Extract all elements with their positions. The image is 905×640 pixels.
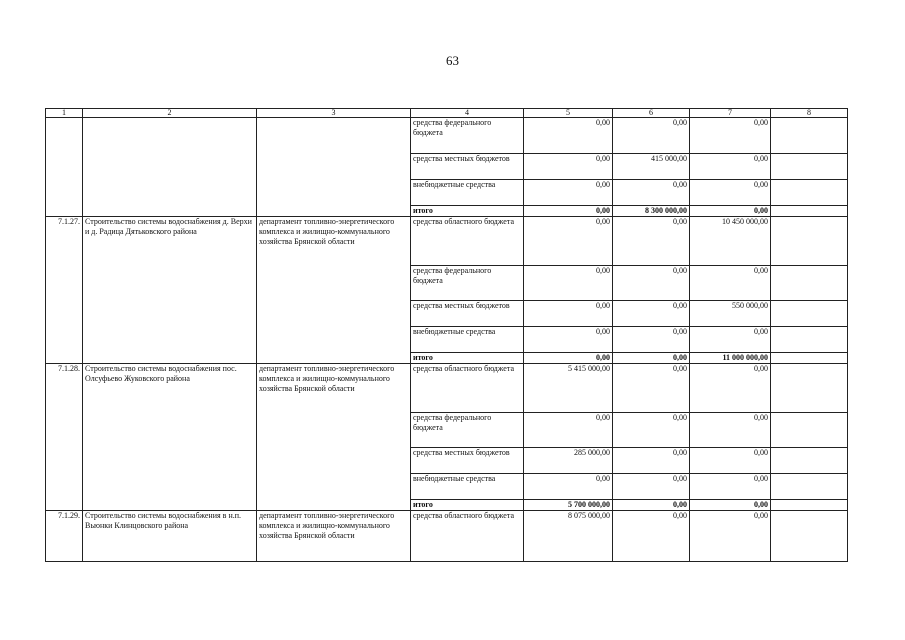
table-row [46, 413, 848, 448]
amount-cell: 0,00 [613, 327, 690, 353]
table-row [46, 217, 848, 266]
amount-cell: 0,00 [690, 206, 771, 217]
amount-cell: 10 450 000,00 [690, 217, 771, 266]
column-number: 5 [524, 109, 613, 118]
funding-source: средства федерального бюджета [411, 266, 524, 301]
amount-cell: 0,00 [690, 413, 771, 448]
amount-cell: 0,00 [690, 154, 771, 180]
amount-cell: 0,00 [613, 217, 690, 266]
amount-cell: 0,00 [524, 180, 613, 206]
funding-source: внебюджетные средства [411, 327, 524, 353]
amount-cell: 0,00 [524, 154, 613, 180]
amount-cell: 5 415 000,00 [524, 364, 613, 413]
page-number: 63 [446, 53, 459, 68]
funding-source: средства областного бюджета [411, 364, 524, 413]
amount-cell: 0,00 [613, 474, 690, 500]
amount-cell: 0,00 [690, 118, 771, 154]
table-row [46, 364, 848, 413]
amount-cell: 0,00 [613, 118, 690, 154]
amount-cell: 0,00 [524, 413, 613, 448]
item-department: департамент топливно-энергетического комплекса и жилищно-коммунального хозяйства Брянской области [257, 364, 411, 413]
total-row [46, 206, 848, 217]
amount-cell: 0,00 [613, 301, 690, 327]
amount-cell: 0,00 [524, 327, 613, 353]
total-row [46, 353, 848, 364]
amount-cell: 0,00 [690, 327, 771, 353]
amount-cell: 0,00 [524, 474, 613, 500]
funding-source: итого [411, 353, 524, 364]
item-name: Строительство системы водоснабжения в н.п. Вьюнки Клинцовского района [83, 511, 257, 562]
amount-cell: 0,00 [690, 448, 771, 474]
funding-source: средства областного бюджета [411, 511, 524, 562]
funding-source: средства федерального бюджета [411, 413, 524, 448]
funding-source: внебюджетные средства [411, 180, 524, 206]
amount-cell: 0,00 [690, 474, 771, 500]
column-number: 7 [690, 109, 771, 118]
amount-cell: 0,00 [613, 511, 690, 562]
column-number: 4 [411, 109, 524, 118]
amount-cell: 0,00 [690, 180, 771, 206]
item-name: Строительство системы водоснабжения пос. Олсуфьево Жуковского района [83, 364, 257, 413]
item-code: 7.1.29. [46, 511, 83, 562]
column-number: 6 [613, 109, 690, 118]
funding-source: средства федерального бюджета [411, 118, 524, 154]
item-name: Строительство системы водоснабжения д. Верхи и д. Радица Дятьковского района [83, 217, 257, 266]
table-row [46, 154, 848, 180]
table-row [46, 118, 848, 154]
funding-source: итого [411, 500, 524, 511]
amount-cell: 5 700 000,00 [524, 500, 613, 511]
amount-cell: 8 075 000,00 [524, 511, 613, 562]
column-number: 1 [46, 109, 83, 118]
amount-cell: 415 000,00 [613, 154, 690, 180]
amount-cell: 0,00 [613, 448, 690, 474]
item-department: департамент топливно-энергетического комплекса и жилищно-коммунального хозяйства Брянской области [257, 217, 411, 266]
amount-cell: 0,00 [690, 364, 771, 413]
total-row [46, 500, 848, 511]
amount-cell: 0,00 [524, 301, 613, 327]
amount-cell: 0,00 [613, 353, 690, 364]
funding-source: средства местных бюджетов [411, 154, 524, 180]
table-row [46, 266, 848, 301]
amount-cell: 0,00 [524, 118, 613, 154]
amount-cell: 0,00 [524, 266, 613, 301]
column-number-row [46, 109, 848, 118]
amount-cell: 0,00 [613, 413, 690, 448]
table-row [46, 180, 848, 206]
item-code: 7.1.28. [46, 364, 83, 413]
funding-source: внебюджетные средства [411, 474, 524, 500]
amount-cell: 285 000,00 [524, 448, 613, 474]
budget-table [45, 108, 848, 562]
amount-cell: 0,00 [524, 206, 613, 217]
column-number: 2 [83, 109, 257, 118]
item-department: департамент топливно-энергетического комплекса и жилищно-коммунального хозяйства Брянской области [257, 511, 411, 562]
item-code: 7.1.27. [46, 217, 83, 266]
column-number: 8 [771, 109, 848, 118]
table-row [46, 474, 848, 500]
funding-source: итого [411, 206, 524, 217]
amount-cell: 0,00 [613, 500, 690, 511]
amount-cell: 0,00 [690, 511, 771, 562]
amount-cell: 0,00 [524, 217, 613, 266]
amount-cell: 11 000 000,00 [690, 353, 771, 364]
funding-source: средства местных бюджетов [411, 448, 524, 474]
table-row [46, 448, 848, 474]
column-number: 3 [257, 109, 411, 118]
amount-cell: 8 300 000,00 [613, 206, 690, 217]
amount-cell: 550 000,00 [690, 301, 771, 327]
table-row [46, 327, 848, 353]
table-row [46, 301, 848, 327]
amount-cell: 0,00 [690, 266, 771, 301]
amount-cell: 0,00 [690, 500, 771, 511]
amount-cell: 0,00 [613, 180, 690, 206]
amount-cell: 0,00 [613, 266, 690, 301]
funding-source: средства местных бюджетов [411, 301, 524, 327]
amount-cell: 0,00 [613, 364, 690, 413]
amount-cell: 0,00 [524, 353, 613, 364]
table-row [46, 511, 848, 562]
funding-source: средства областного бюджета [411, 217, 524, 266]
